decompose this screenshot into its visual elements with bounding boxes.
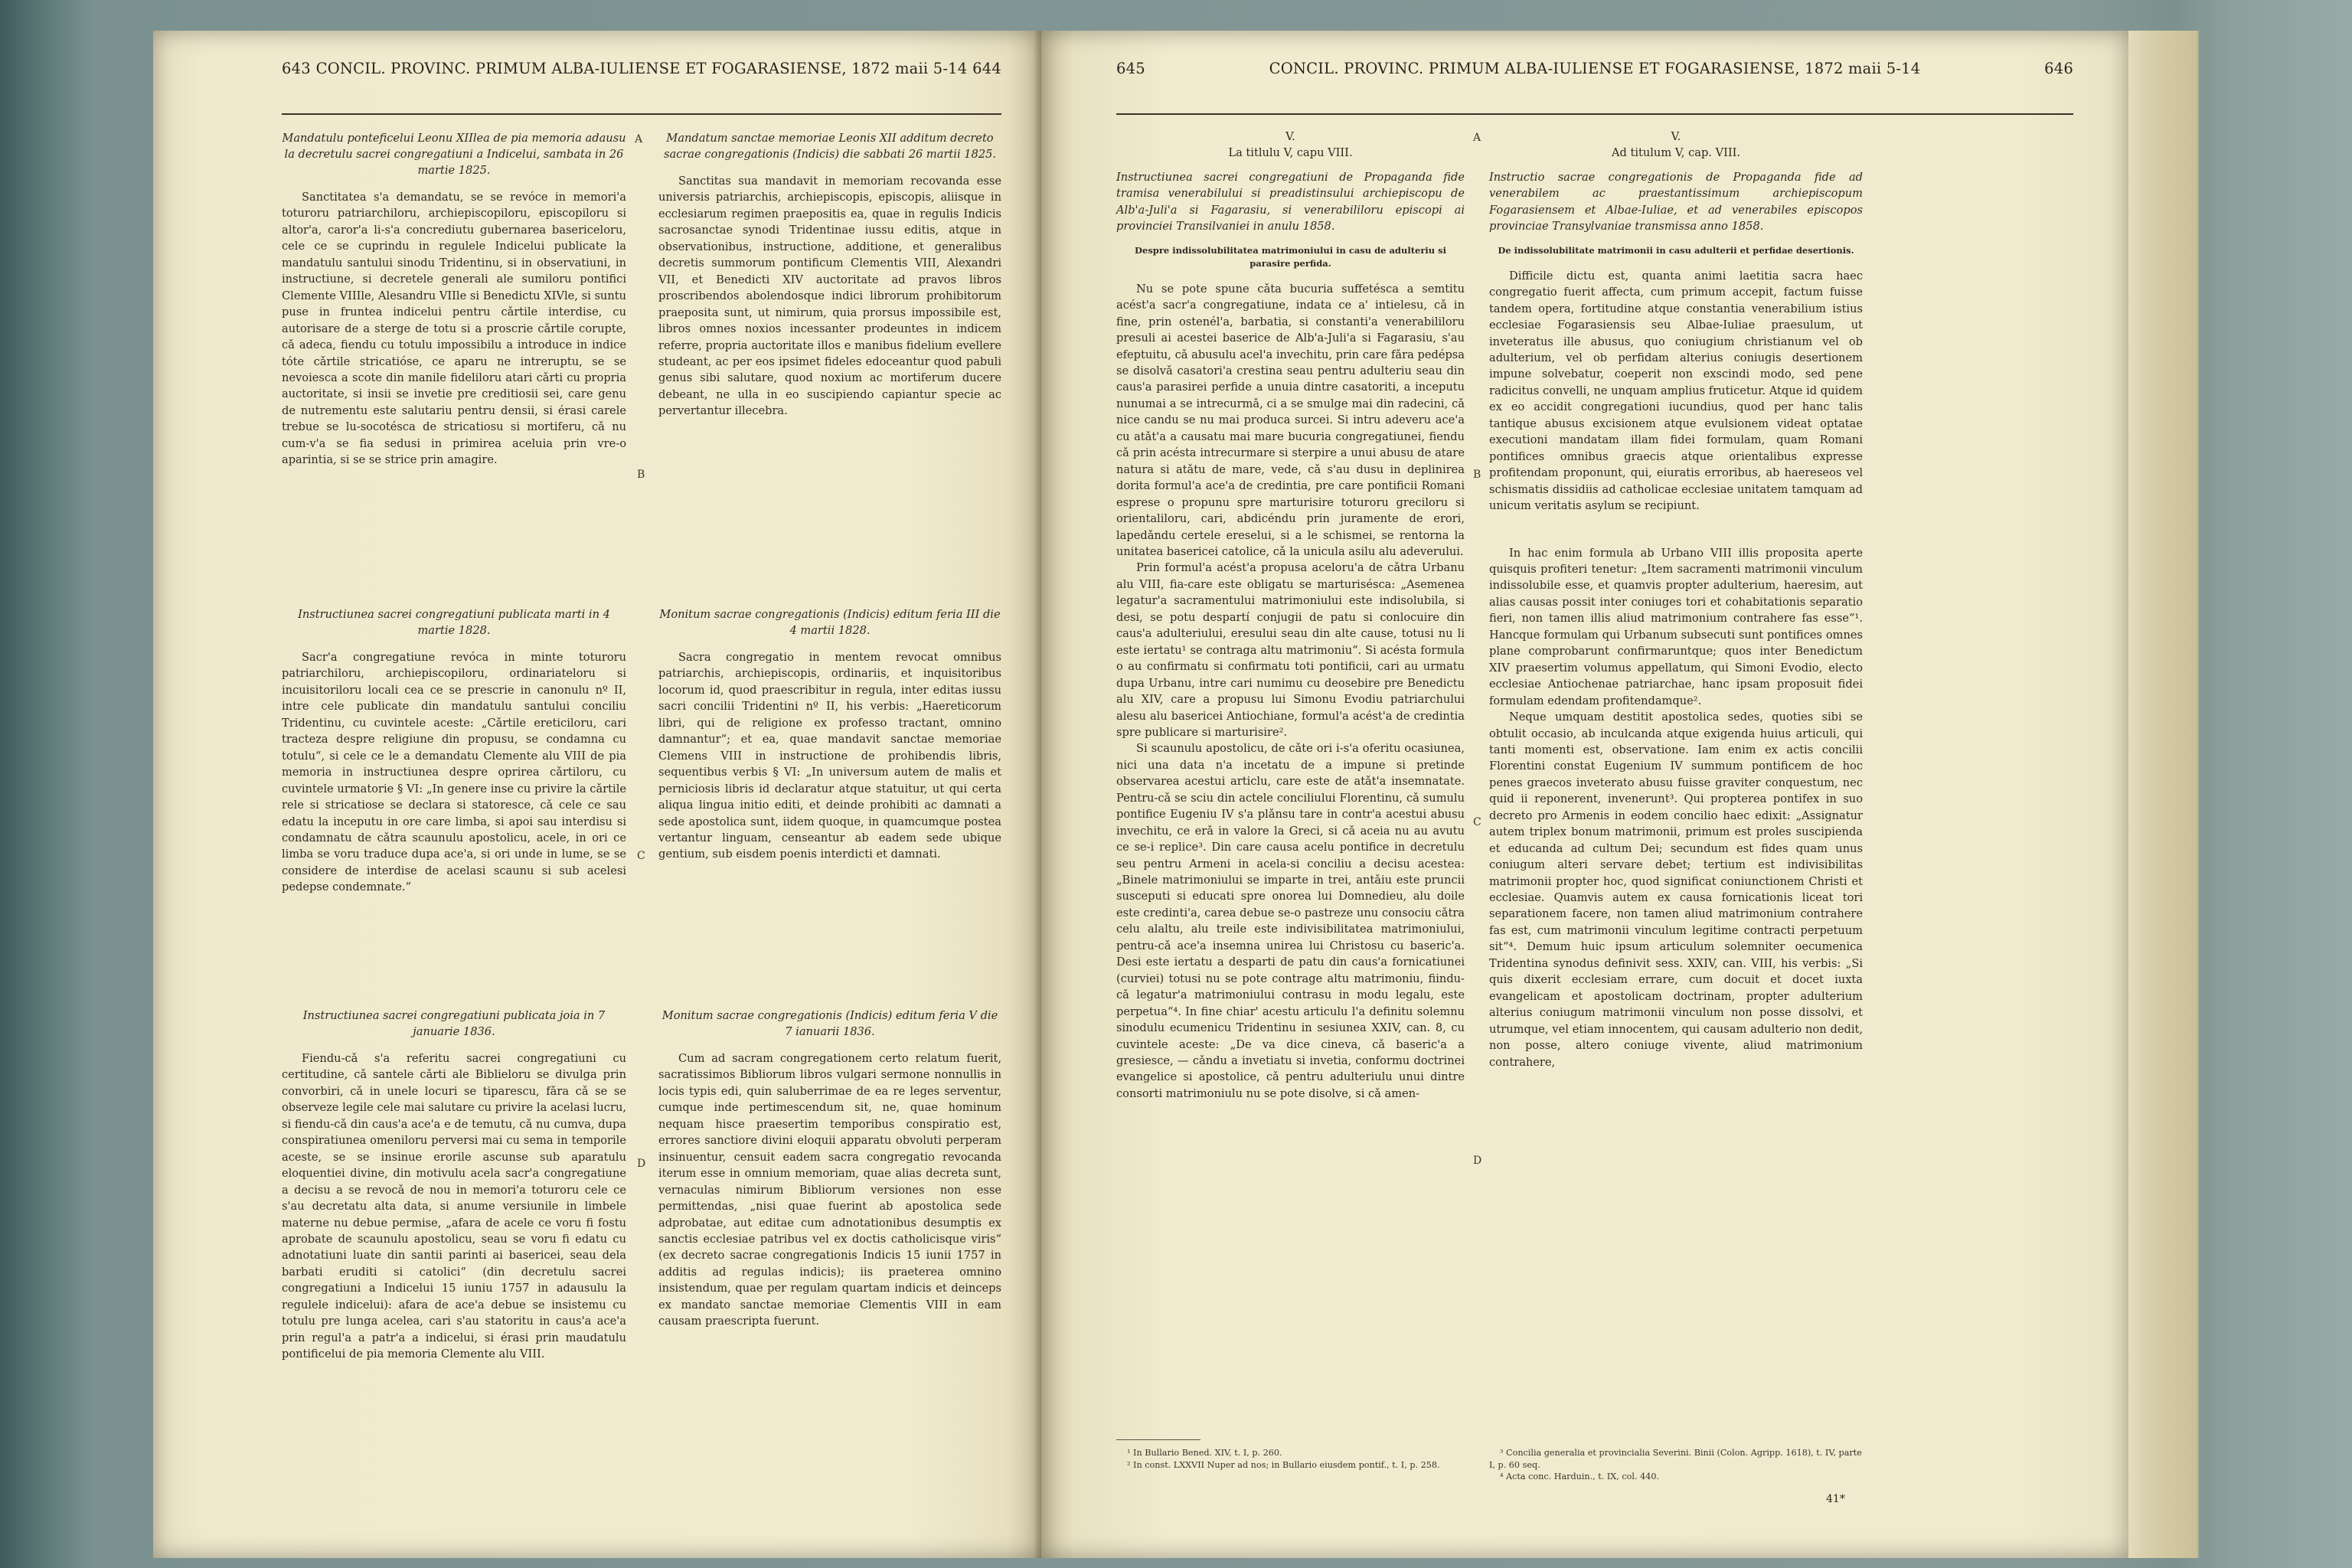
- instruction-intro: Instructio sacrae congregationis de Propaganda fide ad venerabilem ac praestantissimum archiepiscopum Fogarasiensem et Albae-Iuliae, et ad venerabiles episcopos provinciae Transylvaniae transmissa anno 1858.: [1489, 170, 1863, 234]
- ro-footnotes: [1116, 1447, 1465, 1471]
- section-paragraph: Fiendu-cǎ s'a referitu sacrei congregatiuni cu certitudine, cǎ santele cǎrti ale Biblieloru se divulga prin convorbiri, cǎ in unele locuri se tiparescu, fǎra cǎ se se observeze legile cele mai salutare cu privire la acelasi lucru, si fiendu-cǎ din caus'a ace'a e de temutu, cǎ nu cumva, dupa conspiratiunea omeniloru perversi mai cu sema in temporile aceste, se se insinue erorile ascunse sub aparatulu eloquentiei divine, din motivulu acela sacr'a congregatiune a decisu a se revocǎ de nou in memori'a toturoru cele ce s'au decretatu alta data, si anume versiunile in limbele materne nu debue permise, „afara de acele ce voru fi fostu aprobate de scaunulu apostolicu, seau se voru fi edatu cu adnotatiuni luate din santii parinti ai basericei, seau dela barbati eruditi si catolici“ (din decretulu sacrei congregatiuni a Indicelui 15 iuniu 1757 in adausulu la regulele indicelui): afara de ace'a debue se insistemu cu totulu pre lunga acelea, cari s'au statoritu in caus'a ace'a prin regul'a a patr'a a indicelui, si érasi prin maudatulu pontificelui de pia memoria Clemente alu VIII.: [282, 1052, 626, 1361]
- page-edge-strip: [2128, 31, 2199, 1558]
- la-column-section-2: [658, 606, 1001, 863]
- section-paragraph: Sacr'a congregatiune revóca in minte toturoru patriarchiloru, archiepiscopiloru, ordinariateloru si incuisitoriloru locali cea ce se prescrie in canonulu nº II, intre cele publicate din mandatulu santului conciliu Tridentinu, cu cuvintele aceste: „Cǎrtile ereticiloru, cari tracteza despre religiune din propusu, se condamna cu totulu“, si cele ce le a demandatu Clemente alu VIII de pia memoria in instructiunea despre oprirea cǎrtiloru, cu cuvintele urmatorie § VI: „In genere inse cu privire la cǎrtile rele si stricatiose se declara si statoresce, cǎ cele ce sau edatu la inceputu in ore care limba, si apoi sau interdisu si condamnatu de cǎtra scaunulu apostolicu, acele, in ori ce limba se voru traduce dupa ace'a, si ori unde in lume, se se considere de interdise de acelasi scaunu si sub acelesi pedepse condemnate.“: [282, 651, 626, 894]
- page-number-643: 643: [282, 60, 311, 77]
- chapter-number: V.: [1671, 130, 1681, 143]
- section-heading: Mandatum sanctae memoriae Leonis XII additum decreto sacrae congregationis (Indicis) die sabbati 26 martii 1825.: [663, 132, 997, 161]
- paragraph: Si scaunulu apostolicu, de cǎte ori i-s'a oferitu ocasiunea, nici una data n'a incetatu de a impune si pretinde observarea acestui articlu, care este de atǎt'a insemnatate. Pentru-cǎ se sciu din actele conciliului Florentinu, cǎ sumulu pontifice Eugeniu IV s'a plǎnsu tare in contr'a acestui abusu invechitu, ce erǎ in valore la Greci, si cǎ aceia nu au avutu ce se-i replice³. Din care causa acelu pontifice in decretulu seu pentru Armeni in acela-si conciliu a decisu acestea: „Binele matrimoniului se imparte in trei, antǎiu este pruncii susceputi si educati spre onorea lui Domnedieu, alu doile este credinti'a, carea debue se-o pastreze unu consociu cǎtra celu alaltu, alu treile este indivisibilitatea matrimoniului, pentru-cǎ ace'a insemna unirea lui Christosu cu baseric'a. Desi este iertatu a desparti de patu din caus'a fornicatiunei (curviei) totusi nu se pote contrage altu matrimoniu, fiindu-cǎ legatur'a matrimoniului contrasu in modu legalu, este perpetua“⁴. In fine chiar' acestu articulu l'a definitu solemnu sinodulu ecumenicu Tridentinu in sesiunea XXIV, can. 8, cu cuvintele aceste: „De va dice cineva, cǎ baseric'a a gresiesce, — cǎndu a invetiatu si invetia, conformu doctrinei evangelice si apostolice, cǎ pentru adulteriulu unui dintre consorti matrimoniulu nu se pote disolve, si cǎ amen-: [1116, 742, 1465, 1100]
- la-column-section-1: [658, 130, 1001, 420]
- margin-marker-c: C: [637, 850, 645, 862]
- page-number-644: 644: [972, 60, 1001, 77]
- section-heading: Mandatulu ponteficelui Leonu XIIlea de pia memoria adausu la decretulu sacrei congregatiuni a Indicelui, sambata in 26 martie 1825.: [282, 132, 626, 177]
- section-paragraph: Sanctitas sua mandavit in memoriam recovanda esse universis patriarchis, archiepiscopis, episcopis, aliisque in ecclesiarum regimen praepositis ea, quae in regulis Indicis sacrosanctae synodi Tridentinae iussu editis, atque in observationibus, instructione, additione, et generalibus decretis summorum pontificum Clementis VIII, Alexandri VII, et Benedicti XIV auctoritate ad pravos libros proscribendos abolendosque indici librorum prohibitorum praeposita sunt, ut nimirum, quia prorsus impossibile est, libros omnes noxios incessanter prodeuntes in indicem referre, propria auctoritate illos e manibus fidelium evellere studeant, ac per eos ipsimet fideles edoceantur quod pabuli genus sibi salutare, quod noxium ac mortiferum ducere debeant, ne ulla in eo suscipiendo capiantur specie ac pervertantur illecebra.: [658, 175, 1001, 418]
- instruction-subhead: De indissolubilitate matrimonii in casu adulterii et perfidae desertionis.: [1498, 244, 1854, 256]
- section-paragraph: Sacra congregatio in mentem revocat omnibus patriarchis, archiepiscopis, ordinariis, et inquisitoribus locorum id, quod praescribitur in regula, inter editas iussu sacri concilii Tridentini nº II, his verbis: „Haereticorum libri, qui de religione ex professo tractant, omnino damnantur“; et ea, quae mandavit sanctae memoriae Clemens VIII in instructione de prohibendis libris, sequentibus verbis § VI: „In universum autem de malis et perniciosis libris id declaratur atque statuitur, ut qui certa aliqua lingua initio editi, et deinde prohibiti ac damnati a sede apostolica sunt, iidem quoque, in quamcumque postea vertantur linguam, censeantur ab eadem sede ubique gentium, sub eisdem poenis interdicti et damnati.: [658, 651, 1001, 861]
- ro-column: [1116, 129, 1465, 1102]
- header-rule: [282, 113, 1001, 115]
- page-number-646: 646: [2044, 60, 2073, 77]
- page-number-645: 645: [1116, 60, 1145, 77]
- signature-mark: 41*: [1826, 1493, 1845, 1505]
- chapter-title: La titlulu V, capu VIII.: [1228, 146, 1353, 160]
- section-heading: Instructiunea sacrei congregatiuni publicata joia in 7 januarie 1836.: [302, 1009, 606, 1038]
- margin-marker-d: D: [1473, 1155, 1482, 1167]
- paragraph: Nu se pote spune cǎta bucuria suffetésca a semtitu acést'a sacr'a congregatiune, indata ce a' intielesu, cǎ in fine, prin ostenél'a, barbatia, si constanti'a venerabililoru presuli ai acestei baserice de Alb'a-Juli'a si Fagarasiu, s'au efeptuitu, cǎ abusulu acel'a invechitu, prin care fǎra pedépsa se disolvǎ casatori'a crestina seau pentru adulteriu seau din caus'a parasirei perfide a unuia dintre casatoriti, a inceputu nunumai a se intrecurmǎ, ci a se smulge mai din radecini, cǎ nice candu se nu mai produca surcei. Si intru adeveru ace'a cu atǎt'a a causatu mai mare bucuria congregatiunei, fiendu cǎ prin acésta intrecurmare si sterpire a unui abusu de atare natura si atǎtu de mare, vede, cǎ s'au dusu in deplinirea dorita formul'a ace'a de credintia, pre care pontificii Romani esprese o propunu spre marturisire toturoru greciloru si orientaliloru, cari, abdicéndu prin juramente de erori, lapedǎndu certele ereselui, si a le schismei, se rentorna la unitatea basericei catolice, cǎ la unicula asilu alu adeverului.: [1116, 282, 1465, 558]
- left-running-head: [282, 60, 1001, 90]
- la-footnotes: [1489, 1447, 1863, 1483]
- margin-marker-b: B: [1473, 469, 1481, 481]
- header-rule: [1116, 113, 2073, 115]
- footnote: ³ Concilia generalia et provincialia Severini. Binii (Colon. Agripp. 1618), t. IV, parte I, p. 60 seq.: [1489, 1448, 1862, 1470]
- la-column: [1489, 129, 2079, 1070]
- footnote: ⁴ Acta conc. Harduin., t. IX, col. 440.: [1500, 1472, 1659, 1481]
- footnote: ² In const. LXXVII Nuper ad nos; in Bullario eiusdem pontif., t. I, p. 258.: [1127, 1459, 1440, 1470]
- section-heading: Monitum sacrae congregationis (Indicis) editum feria III die 4 martii 1828.: [659, 608, 1001, 637]
- la-column-section-3: [658, 1008, 1001, 1330]
- ro-column-section-1: [282, 130, 626, 469]
- running-title: CONCIL. PROVINC. PRIMUM ALBA-IULIENSE ET FOGARASIENSE, 1872 maii 5-14: [1269, 60, 1921, 77]
- running-title: CONCIL. PROVINC. PRIMUM ALBA-IULIENSE ET FOGARASIENSE, 1872 maii 5-14: [315, 60, 968, 77]
- chapter-title: Ad titulum V, cap. VIII.: [1611, 146, 1741, 160]
- margin-marker-a: A: [635, 133, 643, 145]
- paragraph: In hac enim formula ab Urbano VIII illis proposita aperte quisquis profiteri tenetur: „Item sacramenti matrimonii vinculum indissolubile esse, et quamvis propter adulterium, haeresim, aut alias causas possit inter coniuges tori et cohabitationis separatio fieri, non tamen illis aliud matrimonium contrahere fas esse“¹. Hancque formulam qui Urbanum subsecuti sunt pontifices omnes plane comprobarunt confirmaruntque; quos inter Benedictum XIV praesertim volumus appellatum, qui Simoni Evodio, electo ecclesiae Antiochenae patriarchae, hanc ipsam proposuit fidei formulam edendam profitendamque².: [1489, 546, 1863, 707]
- footnote-rule: [1116, 1439, 1200, 1440]
- chapter-number: V.: [1285, 130, 1295, 143]
- right-running-head: [1116, 60, 2073, 90]
- instruction-intro: Instructiunea sacrei congregatiuni de Propaganda fide tramisa venerabilului si preadistinsului archiepiscopu de Alb'a-Juli'a si Fagarasiu, si venerabililoru episcopi ai provinciei Transilvaniei in anulu 1858.: [1116, 170, 1465, 234]
- paragraph: Prin formul'a acést'a propusa aceloru'a de cǎtra Urbanu alu VIII, fia-care este obligatu se marturisésca: „Asemenea legatur'a sacramentului matrimoniului este indisolubila, si desi, se potu despartí conjugii de patu si conlocuire din caus'a adulteriului, eresului seau din alte cause, totusi nu li este iertatu¹ se contraga altu matrimoniu“. Si acésta formula o au confirmatu si confirmatu toti pontificii, cari au urmatu dupa Urbanu, intre cari numimu cu deosebire pre Benedictu alu XIV, care a propusu lui Simonu Evodiu patriarchului alesu alu basericei Antiochiane, formul'a acést'a de credintia spre publicare si marturisire².: [1116, 561, 1465, 739]
- margin-marker-c: C: [1473, 816, 1481, 828]
- section-paragraph: Cum ad sacram congregationem certo relatum fuerit, sacratissimos Bibliorum libros vulgari sermone nonnullis in locis typis edi, quin saluberrimae de ea re leges serventur, cumque inde pertimescendum sit, ne, quae hominum nequam hisce praesertim temporibus conspiratio est, errores sanctiore divini eloquii apparatu obvoluti perperam insinuentur, censuit eadem sacra congregatio revocanda iterum esse in omnium memoriam, quae alias decreta sunt, vernaculas nimirum Bibliorum versiones non esse permittendas, „nisi quae fuerint ab apostolica sede adprobatae, aut editae cum adnotationibus desumptis ex sanctis ecclesiae patribus vel ex doctis catholicisque viris“ (ex decreto sacrae congregationis Indicis 15 iunii 1757 in additis ad regulas indicis); iis praeterea omnino insistendum, quae per regulam quartam indicis et deinceps ex mandato sanctae memoriae Clementis VIII in eam causam praescripta fuerunt.: [658, 1052, 1001, 1328]
- paragraph: Difficile dictu est, quanta animi laetitia sacra haec congregatio fuerit affecta, cum primum accepit, factum fuisse tandem opera, fortitudine atque constantia venerabilium istius ecclesiae Fogarasiensis seu Albae-Iuliae praesulum, ut inveteratus ille abusus, quo coniugium christianum vel ob adulterium, vel ob perfidam alterius coniugis desertionem impune solvebatur, coeperit non exscindi modo, sed pene radicitus convelli, ne unquam amplius fruticetur. Atque id quidem ex eo accidit congregationi iucundius, quod per hanc talis tantique abusus excisionem atque evulsionem videat optatae executioni mandatam illam fidei formulam, quam Romani pontifices omnibus graecis atque orientalibus expresse profitendam proponunt, qui, eiuratis erroribus, ab haereseos vel schismatis dissidiis ad catholicae ecclesiae unitatem tamquam ad unicum veritatis asylum se recipiunt.: [1489, 269, 1863, 513]
- section-heading: Instructiunea sacrei congregatiuni publicata marti in 4 martie 1828.: [298, 608, 610, 637]
- ro-column-section-3: [282, 1008, 626, 1363]
- margin-marker-d: D: [637, 1158, 646, 1170]
- ro-column-section-2: [282, 606, 626, 896]
- footnote: ¹ In Bullario Bened. XIV, t. I, p. 260.: [1127, 1448, 1282, 1458]
- section-paragraph: Sanctitatea s'a demandatu, se se revóce in memori'a toturoru patriarchiloru, archiepiscopiloru, episcopiloru si altor'a, caror'a li-s'a concrediutu gubernarea basericeloru, cele ce se cuprindu in regulele Indicelui publicate la mandatulu santului sinodu Tridentinu, si in observatiuni, in instructiune, si decretele generali ale sumiloru pontifici Clemente VIIIle, Alesandru VIIle si Benedictu XIVle, si suntu puse in fruntea indicelui pentru cǎrtile interdise, cu autorisare de a sterge de totu si a proscrie cǎrtile corupte, cǎ adeca, fiendu cu totulu impossibilu a introduce in indice tóte cǎrtile stricatióse, ce aparu ne intreruptu, se se nevoiesca a scote din manile fideliloru atari cǎrti cu propria auctoritate, si insii se invetie pre creditiosii sei, care genu de nutrementu este salutariu pentru densii, si érasi carele trebue se lu-socotésca de stricatiosu si mortiferu, cǎ nu cum-v'a se fia sedusi in primirea aceluia prin vre-o aparintia, si se se strice prin amagire.: [282, 191, 626, 467]
- margin-marker-a: A: [1473, 132, 1481, 144]
- section-heading: Monitum sacrae congregationis (Indicis) editum feria V die 7 ianuarii 1836.: [662, 1009, 998, 1038]
- margin-marker-b: B: [637, 469, 645, 481]
- instruction-subhead: Despre indissolubilitatea matrimoniului in casu de adulteriu si parasire perfida.: [1135, 244, 1446, 269]
- paragraph: Neque umquam destitit apostolica sedes, quoties sibi se obtulit occasio, ab inculcanda atque exigenda huius articuli, qui tanti momenti est, observatione. Iam enim ex actis concilii Florentini constat Eugenium IV summum pontificem de hoc penes graecos inveterato abusu fuisse graviter conquestum, nec quid ii reponerent, invenerunt³. Qui propterea pontifex in suo decreto pro Armenis in eodem concilio haec edixit: „Assignatur autem triplex bonum matrimonii, primum est proles suscipienda et educanda ad cultum Dei; secundum est fides quam unus coniugum alteri servare debet; tertium est indivisibilitas matrimonii propter hoc, quod significat coniunctionem Christi et ecclesiae. Quamvis autem ex causa fornicationis liceat tori separationem facere, non tamen aliud matrimonium contrahere fas est, cum matrimonii vinculum legitime contracti perpetuum sit“⁴. Demum huic ipsum articulum solemniter oecumenica Tridentina synodus definivit sess. XXIV, can. VIII, his verbis: „Si quis dixerit ecclesiam errare, cum docuit et docet iuxta evangelicam et apostolicam doctrinam, propter adulterium alterius coniugum matrimonii vinculum non posse dissolvi, et utrumque, vel etiam innocentem, qui causam adulterio non dedit, non posse, altero coniuge vivente, aliud matrimonium contrahere,: [1489, 710, 1863, 1069]
